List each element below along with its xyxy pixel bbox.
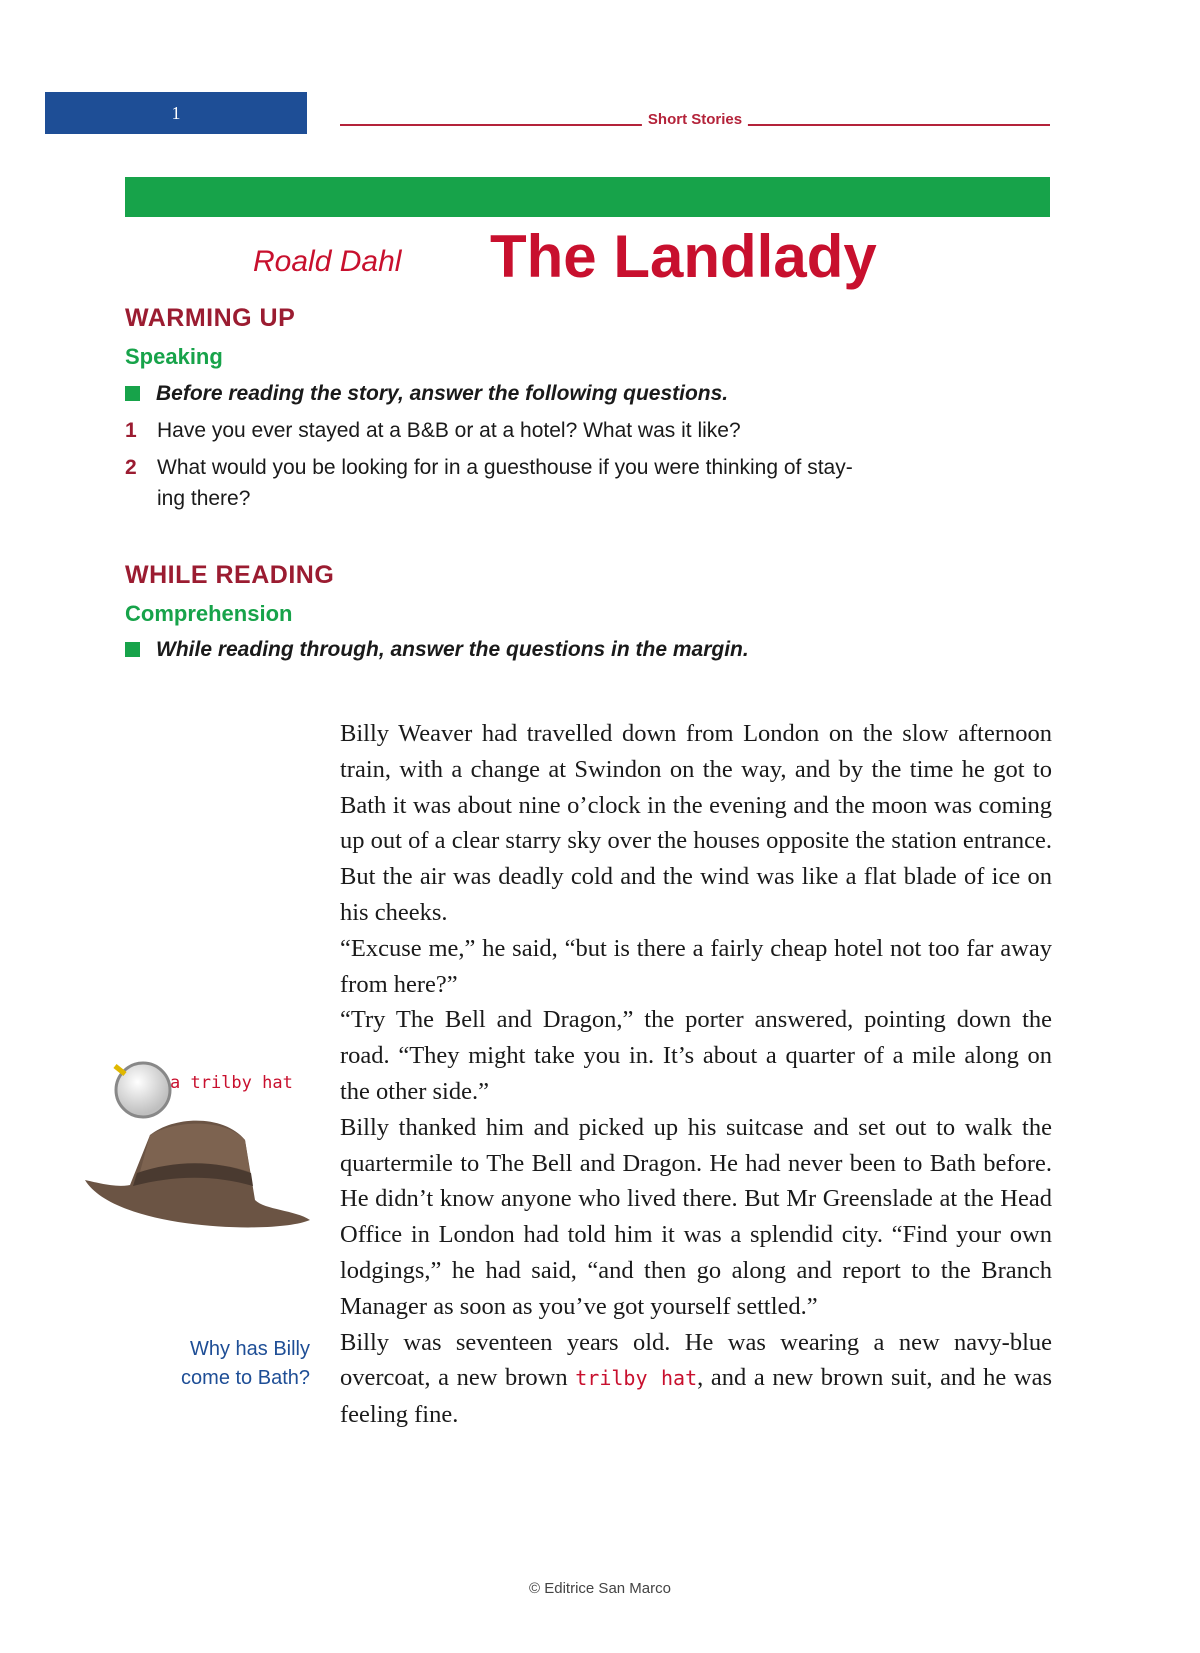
while-reading-instruction <box>125 634 749 665</box>
question-2 <box>125 452 853 514</box>
story-paragraph: “Excuse me,” he said, “but is there a fairly cheap hotel not too far away from here?” <box>340 934 1052 998</box>
story-paragraph: “Try The Bell and Dragon,” the porter answered, pointing down the road. “They might take you in. It’s about a quarter of a mile along on the other side.” <box>340 1006 1052 1105</box>
page-number: 1 <box>45 92 307 134</box>
comprehension-subheading: Comprehension <box>125 601 293 626</box>
story-text <box>340 716 1052 1433</box>
glossary-term: trilby hat <box>575 1366 698 1391</box>
author-name: Roald Dahl <box>253 245 402 278</box>
instruction-text: Before reading the story, answer the following questions. <box>156 382 729 405</box>
story-text-span: Billy was seventeen years old. He was wearing a new navy-blue overcoat, a new brown <box>340 1328 1052 1392</box>
square-bullet-icon <box>125 642 140 657</box>
warming-up-heading: WARMING UP <box>125 304 296 332</box>
question-text: What would you be looking for in a guesthouse if you were thinking of stay- <box>157 456 853 479</box>
instruction-text: While reading through, answer the questions in the margin. <box>156 638 749 661</box>
story-paragraph <box>340 1325 1052 1433</box>
warming-up-instruction <box>125 378 728 409</box>
copyright-footer: © Editrice San Marco <box>529 1580 671 1597</box>
question-1 <box>125 415 741 446</box>
running-head <box>340 96 1050 126</box>
question-text: Have you ever stayed at a B&B or at a hotel? What was it like? <box>157 419 741 442</box>
question-number: 1 <box>125 419 137 442</box>
question-number: 2 <box>125 456 137 479</box>
square-bullet-icon <box>125 386 140 401</box>
story-paragraph: Billy thanked him and picked up his suitcase and set out to walk the quartermile to The Bell and Dragon. He had never been to Bath before. He didn’t know anyone who lived there. But Mr Greenslade at the Head Office in London had told him it was a splendid city. “Find your own lodgings,” he had said, “and then go along and report to the Branch Manager as soon as you’ve got yourself settled.” <box>340 1113 1052 1320</box>
running-head-label: Short Stories <box>642 111 748 128</box>
margin-question: Why has Billy come to Bath? <box>181 1338 310 1389</box>
while-reading-heading: WHILE READING <box>125 561 335 589</box>
title-banner <box>125 177 1050 217</box>
story-paragraph: Billy Weaver had travelled down from London on the slow afternoon train, with a change at Swindon on the way, and by the time he got to Bath it was about nine o’clock in the evening and the moon was coming up out of a clear starry sky over the houses opposite the station entrance. But the air was deadly cold and the wind was like a flat blade of ice on his cheeks. <box>340 720 1052 926</box>
story-title: The Landlady <box>490 223 877 290</box>
story-text-span: , and a new brown suit, and he was feeling fine. <box>340 1364 1052 1429</box>
hat-gloss-label: a trilby hat <box>170 1073 293 1093</box>
speaking-subheading: Speaking <box>125 344 223 369</box>
question-text-continued: ing there? <box>157 487 251 510</box>
